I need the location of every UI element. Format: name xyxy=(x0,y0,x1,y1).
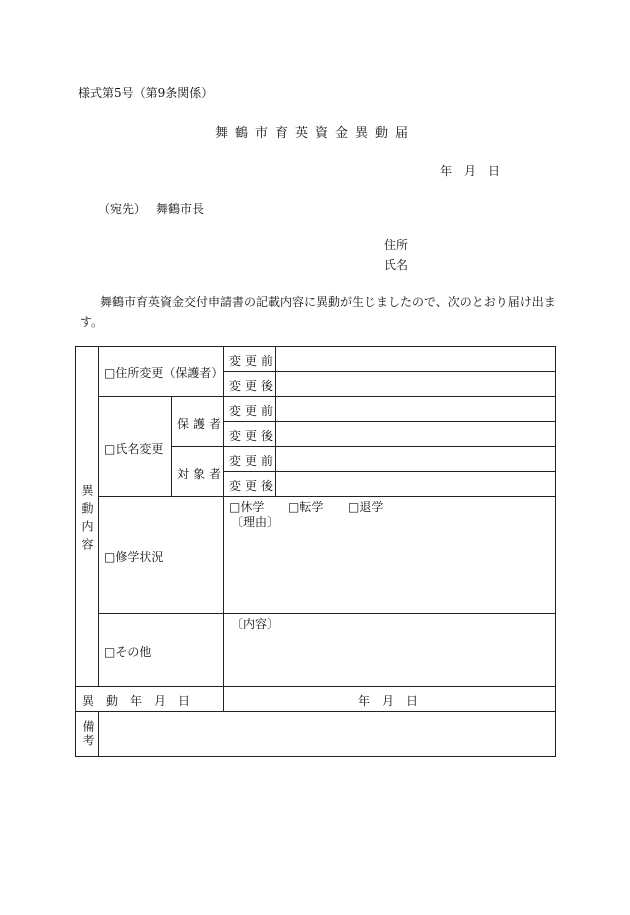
body-text-line1: 舞鶴市育英資金交付申請書の記載内容に異動が生じましたので、次のとおり届け出ま xyxy=(100,295,556,309)
section-label-change-content: 異動内容 xyxy=(80,484,94,556)
subject-label: 対象者 xyxy=(177,467,226,481)
guardian-before-label: 変更前 xyxy=(229,404,278,418)
reason-label: 〔理由〕 xyxy=(231,515,280,529)
document-title: 舞鶴市育英資金異動届 xyxy=(214,126,415,141)
date-line: 年 月 日 xyxy=(440,164,501,178)
addressee-label: （宛先） xyxy=(98,202,147,216)
subject-after-label: 変更後 xyxy=(229,479,278,493)
addressee-name: 舞鶴市長 xyxy=(156,202,205,216)
form-number: 様式第5号（第9条関係） xyxy=(78,86,214,100)
change-date-value: 年 月 日 xyxy=(358,694,419,708)
transfer-checkbox[interactable]: □転学 xyxy=(288,500,324,514)
change-date-label: 異 動 年 月 日 xyxy=(82,694,191,708)
address-after-label: 変更後 xyxy=(229,379,278,393)
study-status-checkbox[interactable]: □修学状況 xyxy=(104,550,164,564)
address-label: 住所 xyxy=(384,238,409,252)
name-change-checkbox[interactable]: □氏名変更 xyxy=(104,442,164,456)
body-text-line2: す。 xyxy=(80,315,104,329)
leave-checkbox[interactable]: □休学 xyxy=(229,500,265,514)
guardian-after-label: 変更後 xyxy=(229,429,278,443)
other-checkbox[interactable]: □その他 xyxy=(104,645,152,659)
address-before-label: 変更前 xyxy=(229,354,278,368)
withdraw-checkbox[interactable]: □退学 xyxy=(348,500,384,514)
subject-before-label: 変更前 xyxy=(229,454,278,468)
address-change-checkbox[interactable]: □住所変更（保護者） xyxy=(104,366,224,380)
remarks-label: 備考 xyxy=(81,720,95,748)
name-label: 氏名 xyxy=(384,258,409,272)
content-label: 〔内容〕 xyxy=(231,617,280,631)
guardian-label: 保護者 xyxy=(177,417,226,431)
addressee xyxy=(98,200,204,217)
